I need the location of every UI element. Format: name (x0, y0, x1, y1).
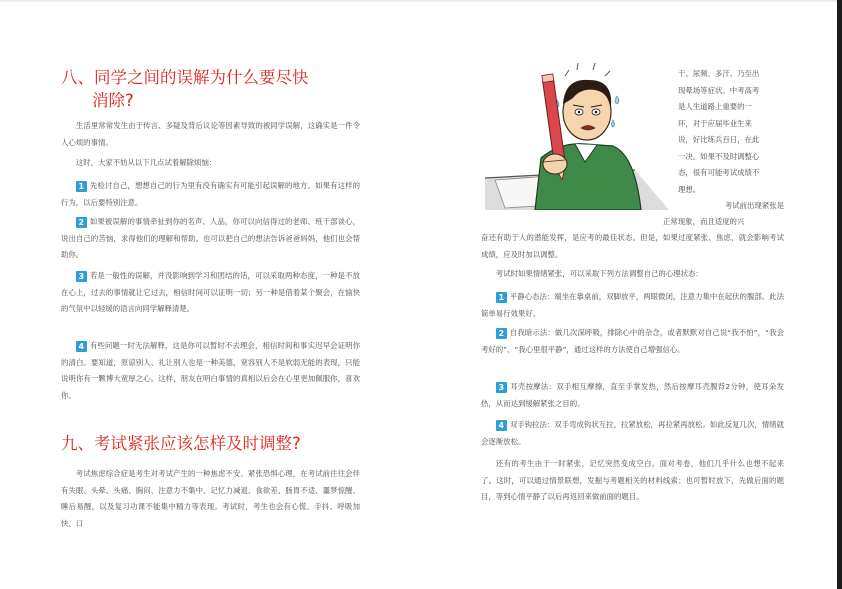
number-badge-3: 3 (76, 271, 87, 282)
section-8-title-line1: 八、同学之间的误解为什么要尽快 (61, 68, 309, 87)
number-badge-1: 1 (76, 181, 87, 192)
item-text: 耳壳按摩法：双手相互摩擦，直至手掌发热，然后按摩耳壳腹背2分钟，使耳朵发热，从而达到缓解紧张之目的。 (481, 382, 784, 408)
section-8-heading (61, 66, 391, 112)
right-item-2 (481, 325, 784, 358)
number-badge-2: 2 (496, 328, 507, 339)
right-item-3 (481, 379, 784, 412)
cont-line: 现晕场等症状。中考高考 (678, 85, 760, 95)
section-8-lead: 这时，大家不妨从以下几点试着解除烦恼： (75, 158, 217, 167)
item-text: 平静心态法：端坐在靠桌前，双脚放平，两眼微闭，注意力集中在起伏的腹部。此法简单易行效果好。 (481, 292, 784, 318)
top-rule (0, 0, 842, 2)
number-badge-2: 2 (76, 217, 87, 228)
item-text: 自我暗示法：做几次深呼吸，排除心中的杂念，或者默默对自己说“我不怕”，“我会考好的”、“我心里很平静”，通过这样的方法使自己增强信心。 (481, 328, 784, 354)
cont-line: 理想。 (678, 184, 701, 194)
right-continuation (678, 66, 784, 198)
right-closing: 还有的考生由于一时紧张，记忆突然变成空白。面对考卷，他们几乎什么也想不起来了。这时，可以通过情景联想，发掘与考题相关的材料线索；也可暂时放下，先做后面的题目，等到心情平静了以后再返回来做前面的题目。 (481, 459, 784, 501)
item-text: 有些问题一时无法解释，这是你可以暂时不去理会，相信时间和事实迟早会证明你的清白。要知道，原谅别人、礼让别人也是一种美德，宽容别人不是软弱无能的表现，只能说明你有一颗博大宽厚之心。这样，朋友在明白事情的真相以后会在心里更加佩服你，喜欢你。 (61, 341, 360, 400)
number-badge-4: 4 (496, 420, 507, 431)
cont-line: 干、尿频、多汗、乃至出 (678, 69, 760, 78)
number-badge-3: 3 (496, 382, 507, 393)
stressed-student-illustration (485, 60, 669, 210)
item-text: 先检讨自己，想想自己的行为里有没有确实有可能引起误解的地方。如果有这样的行为，以后要特别注意。 (61, 181, 360, 207)
section-9-intro: 考试焦虑综合症是考生对考试产生的一种焦虑不安、紧张恐惧心理，在考试前往往会伴有失眠、头晕、头痛、胸闷、注意力不集中、记忆力减退、食欲差、肠胃不适、噩梦惊醒、睡后易醒，以及复习功课不能集中精力等表现。考试时，考生也会有心慌、手抖、呼吸加快、口 (61, 469, 360, 528)
cont-line: 态，很有可能考试成绩不 (678, 168, 760, 177)
item-text: 若是一般性的误解，并没影响到学习和团结的话，可以采取两种态度，一种是不放在心上，过去的事情就让它过去，相信时间可以证明一切；另一种是借着某个聚会，在愉快的气氛中以轻缓的语言向同学解释清楚。 (61, 271, 360, 313)
section-8-intro: 生活里常常发生由于传言、多疑及背后议论等因素导致的被同学误解，这确实是一件令人心烦的事情。 (61, 121, 360, 147)
section-8-item-1 (61, 178, 360, 211)
cont-line: 说，好比练兵百日，在此 (678, 135, 760, 144)
number-badge-4: 4 (76, 341, 87, 352)
right-para2-line1: 考试前出现紧张是 (724, 201, 784, 210)
right-lead: 考试时如果情绪紧张，可以采取下列方法调整自己的心理状态： (495, 269, 703, 278)
right-item-1 (481, 289, 784, 322)
section-8-item-3 (61, 268, 360, 318)
section-8-item-4 (61, 338, 360, 404)
section-8-item-2 (61, 214, 360, 264)
item-text: 如果被误解的事情牵扯到你的名声、人品，你可以向信得过的老师、班干部谈心，说出自己的苦恼，求得他们的理解和帮助。也可以把自己的想法告诉爸爸妈妈，他们也会帮助你。 (61, 217, 360, 259)
cont-line: 环，对于应届毕业生来 (678, 118, 752, 128)
right-item-4 (481, 417, 784, 450)
section-9-heading: 九、考试紧张应该怎样及时调整? (61, 434, 301, 453)
page-edge (837, 0, 842, 589)
section-8-title-line2: 消除? (92, 91, 134, 110)
item-text: 双手钩拉法：双手弯成钩状互拉，拉紧放松，再拉紧再放松。如此反复几次，情绪就会逐渐放松。 (481, 420, 784, 446)
number-badge-1: 1 (496, 292, 507, 303)
right-para2-rest: 奋还有助于人的潜能发挥，是应考的最佳状态。但是，如果过度紧张、焦虑，就会影响考试成绩，应及时加以调整。 (481, 233, 784, 259)
cont-line: 一决。如果不及时调整心 (678, 151, 760, 161)
cont-line: 是人生道路上重要的一 (678, 102, 752, 111)
right-para2-line2: 正常现象，而且适度的兴 (663, 217, 745, 226)
